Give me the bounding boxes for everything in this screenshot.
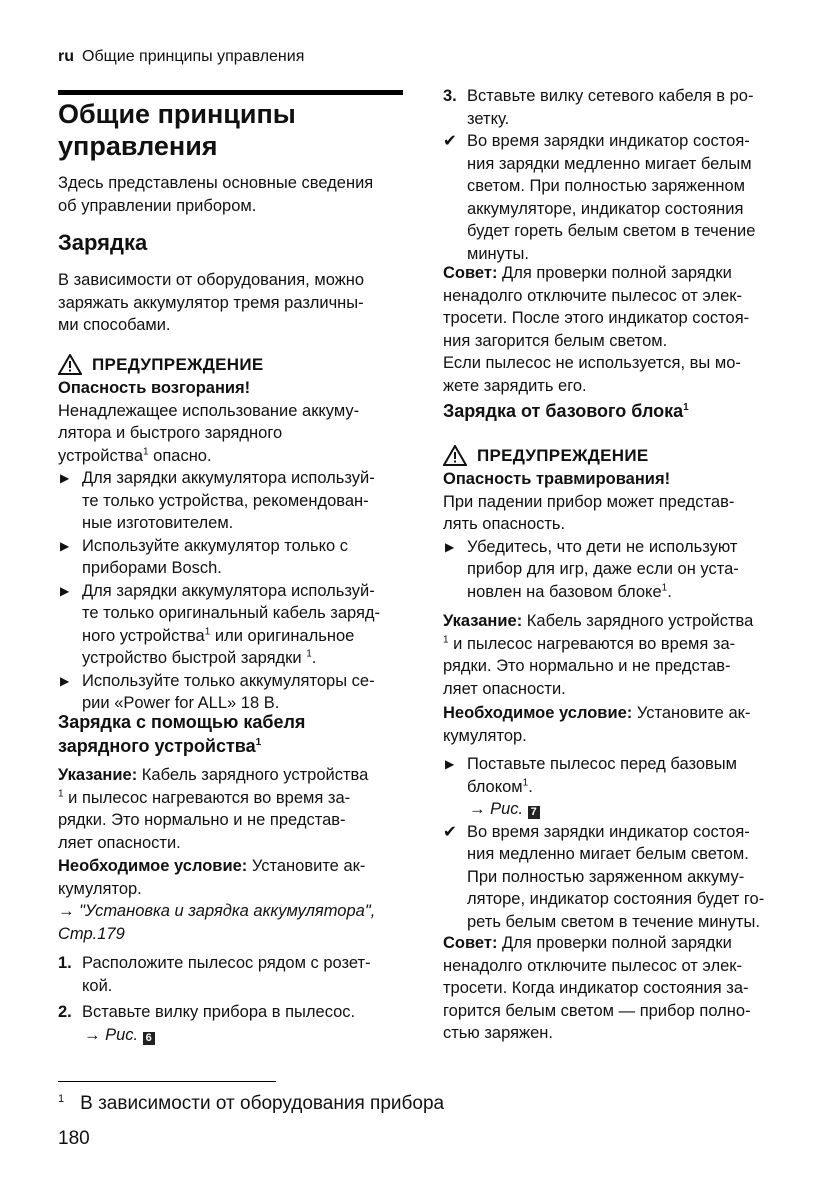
subheading-cable-charging: Зарядка с помощью кабеля зарядного устройства$^1$ (58, 712, 306, 756)
list-item: 1. Расположите пылесос рядом с розет- кой. (58, 954, 371, 995)
figure-number-badge: 7 (528, 806, 540, 819)
bullet-arrow-icon: ▶ (445, 757, 455, 771)
list-item: 3. Вставьте вилку сетевого кабеля в ро- зетку. (443, 87, 754, 128)
charging-paragraph: В зависимости от оборудования, можно заряжать аккумулятор тремя различны- ми способами. (58, 271, 365, 334)
requirement-block-right: Необходимое условие: Установите ак- кумулятор. (443, 704, 751, 745)
list-item: ▶ Поставьте пылесос перед базовым блоком$^1$. → Рис. 7 (445, 755, 737, 818)
bullet-arrow-icon: ▶ (60, 471, 70, 485)
bullet-arrow-icon: ▶ (60, 673, 70, 688)
footnote: $^1$ В зависимости от оборудования прибора (58, 1092, 445, 1114)
list-item: ▶ Для зарядки аккумулятора используй- те только устройства, рекомендован- ные изготовителем. (60, 469, 375, 532)
note-block-right: Указание: Кабель зарядного устройства $^1$ и пылесос нагреваются во время за- рядки. Это нормально и не представ- ляет опасности. (443, 612, 754, 698)
cross-reference-page[interactable]: Стр.179 (58, 924, 125, 943)
check-icon: ✔ (443, 822, 457, 841)
warning-title-fire: ПРЕДУПРЕЖДЕНИЕ (58, 354, 264, 377)
list-item: ▶ Убедитесь, что дети не используют прибор для игр, даже если он уста- новлен на базовом блоке$^1$. (445, 537, 739, 601)
language-code: ru (58, 48, 74, 65)
figure-number-badge: 6 (143, 1032, 155, 1045)
warning-triangle-icon (58, 354, 82, 375)
list-item: ✔ Во время зарядки индикатор состоя- ния зарядки медленно мигает белым светом. При полностью заряженном аккумуляторе, индикатор состояния будет гореть белым светом в течение минуты. (443, 132, 756, 263)
note-block-left: Указание: Кабель зарядного устройства $^1$ и пылесос нагреваются во время за- рядки. Это нормально и не представ- ляет опасности. (58, 766, 369, 852)
running-header (58, 46, 304, 69)
bullet-arrow-icon: ▶ (60, 538, 70, 553)
page-number: 180 (58, 1128, 90, 1149)
list-item: ✔ Во время зарядки индикатор состоя- ния медленно мигает белым светом. При полностью заряженном аккуму- ляторе, индикатор состояния будет го- реть белым светом в течение минуты. (443, 822, 765, 931)
intro-paragraph: Здесь представлены основные сведения об управлении прибором. (58, 174, 374, 215)
bullet-arrow-icon: ▶ (445, 539, 455, 554)
base-steps-list (443, 753, 793, 933)
subheading-base-charging: Зарядка от базового блока$^1$ (443, 401, 689, 421)
steps-list-right (443, 85, 793, 265)
list-item: ▶ Для зарядки аккумулятора используй- те только оригинальный кабель заряд- ного устройства$^1$ или оригинальное устройство быстрой зарядки $^1$. (60, 581, 381, 667)
header-title: Общие принципы управления (82, 48, 305, 65)
title-rule (58, 90, 403, 95)
section-heading-charging: Зарядка (58, 230, 148, 255)
check-icon: ✔ (443, 132, 457, 150)
list-item: ▶ Используйте только аккумуляторы се- рии «Power for ALL» 18 В. (60, 671, 375, 712)
warning-triangle-icon (443, 445, 467, 466)
warning-title-injury: ПРЕДУПРЕЖДЕНИЕ (443, 445, 649, 468)
tip-block-right: Совет: Для проверки полной зарядки ненадолго отключите пылесос от элек- тросети. После этого индикатор состоя- ния загорится белым светом. Если пылесос не используется, вы мо- жете зарядить его. (443, 264, 750, 395)
footnote-rule (58, 1081, 276, 1082)
cross-reference[interactable]: → "Установка и зарядка аккумулятора", (58, 902, 376, 920)
steps-list-left (58, 952, 403, 1046)
tip-block-right-2: Совет: Для проверки полной зарядки ненадолго отключите пылесос от элек- тросети. Когда индикатор состояния за- горится белым светом — прибор полно- стью заряжен. (443, 934, 751, 1042)
bullet-arrow-icon: ▶ (60, 583, 70, 598)
list-item: 2. Вставьте вилку прибора в пылесос. → Рис. 6 (58, 1003, 356, 1044)
warning-block-injury: Опасность травмирования! При падении прибор может представ- лять опасность. ▶ Убедитесь, что дети не используют прибор для игр, даже если он уста- новлен на базовом блоке$^1$. (443, 468, 793, 603)
warning-block-fire: Опасность возгорания! Ненадлежащее использование аккуму- лятора и быстрого зарядного устройства$^1$ опасно. ▶ Для зарядки аккумулятора используй- те только устройства, рекомендован- ные изготовителем. ▶ Используйте аккумулятор только с приборами Bosch. ▶ Для зарядки аккумулятора используй- те только оригинальный кабель заряд- ного устройства$^1$ или оригинальное устройство быстрой зарядки $^1$. ▶ Используйте только аккумуляторы се- рии «Power for ALL» 18 В. (58, 377, 403, 715)
list-item: ▶ Используйте аккумулятор только с приборами Bosch. (60, 536, 349, 577)
page-title: Общие принципы управления (58, 99, 296, 161)
requirement-block-left: Необходимое условие: Установите ак- кумулятор. → "Установка и зарядка аккумулятора", Стр.179 (58, 855, 403, 945)
